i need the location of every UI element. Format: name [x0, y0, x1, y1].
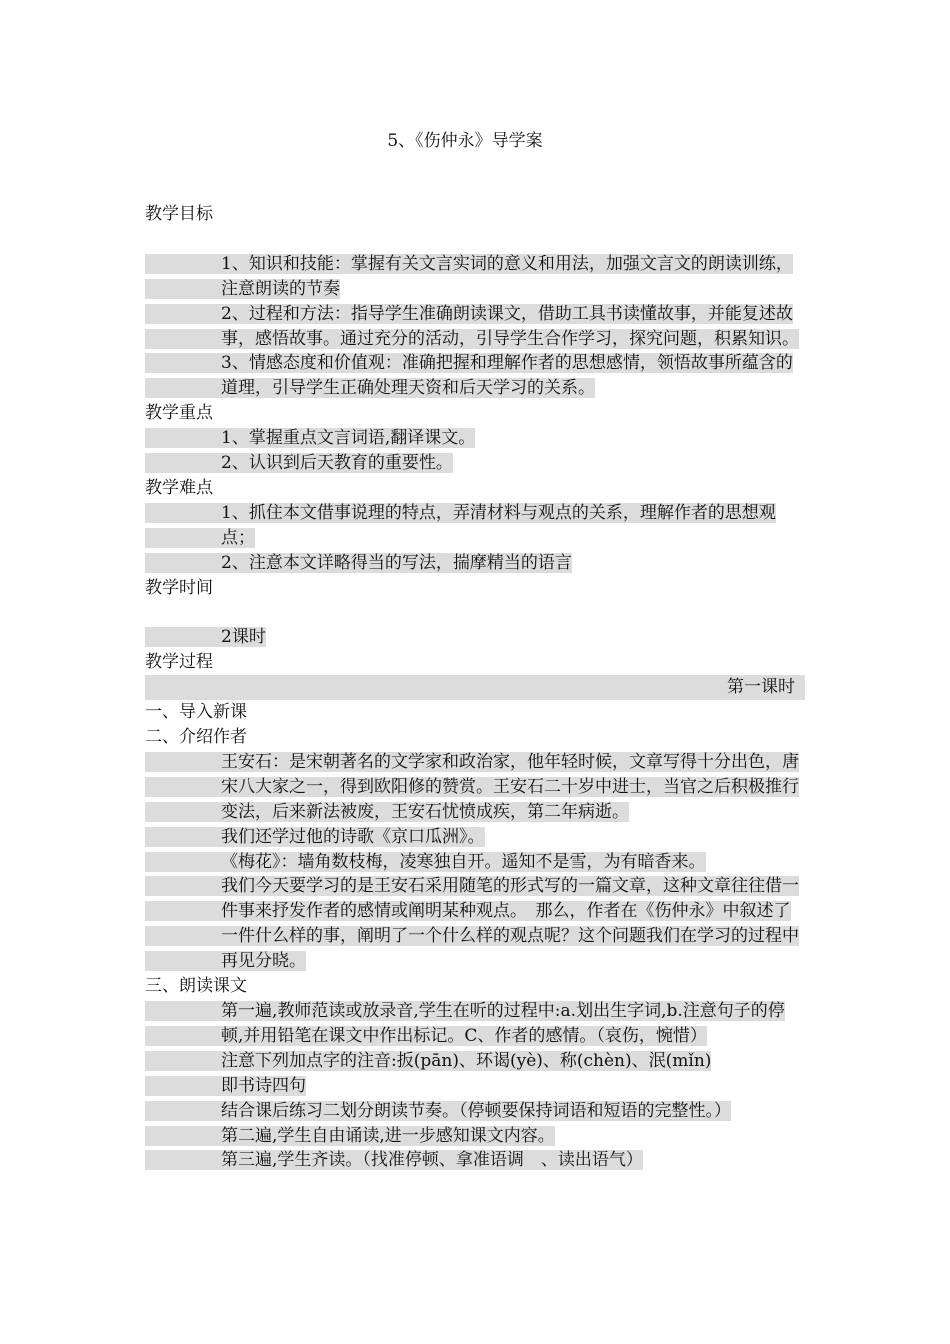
- step-heading: 一、导入新课: [145, 702, 247, 723]
- lesson-label: 第一课时: [145, 675, 805, 700]
- step-heading: 二、介绍作者: [145, 727, 247, 747]
- heading-goals: 教学目标: [145, 204, 213, 224]
- reading-paragraph: 即书诗四句: [145, 1074, 805, 1099]
- heading-process: 教学过程: [145, 652, 213, 673]
- step-heading: 三、朗读课文: [145, 976, 247, 997]
- heading-key-points: 教学重点: [145, 403, 213, 424]
- reading-paragraph: 第二遍,学生自由诵读,进一步感知课文内容。: [145, 1124, 805, 1149]
- goal-item: 1、知识和技能：掌握有关文言实词的意义和用法，加强文言文的朗读训练，注意朗读的节奏: [145, 252, 805, 302]
- reading-paragraph: 结合课后练习二划分朗读节奏。（停顿要保持词语和短语的完整性。）: [145, 1099, 805, 1124]
- key-point-item: 1、掌握重点文言词语,翻译课文。: [145, 426, 805, 451]
- goal-item: 2、过程和方法：指导学生准确朗读课文，借助工具书读懂故事，并能复述故事，感悟故事。通过充分的活动，引导学生合作学习，探究问题，积累知识。: [145, 302, 805, 352]
- goal-item: 3、情感态度和价值观：准确把握和理解作者的思想感情，领悟故事所蕴含的道理，引导学生正确处理天资和后天学习的关系。: [145, 351, 805, 401]
- heading-difficulties: 教学难点: [145, 477, 213, 498]
- reading-paragraph: 第一遍,教师范读或放录音,学生在听的过程中:a.划出生字词,b.注意句子的停顿,并用铅笔在课文中作出标记。C、作者的感情。（哀伤，惋惜）: [145, 999, 805, 1049]
- author-paragraph: 我们今天要学习的是王安石采用随笔的形式写的一篇文章，这种文章往往借一件事来抒发作者的感情或阐明某种观点。 那么，作者在《伤仲永》中叙述了一件什么样的事，阐明了一个什么样的观点呢？这个问题我们在学习的过程中再见分晓。: [145, 874, 805, 974]
- key-point-item: 2、认识到后天教育的重要性。: [145, 451, 805, 476]
- document-title: 5、《伤仲永》导学案: [387, 131, 543, 151]
- author-paragraph: 《梅花》：墙角数枝梅，凌寒独自开。遥知不是雪，为有暗香来。: [145, 850, 805, 875]
- difficulty-item: 2、注意本文详略得当的写法，揣摩精当的语言: [145, 551, 805, 576]
- difficulty-item: 1、抓住本文借事说理的特点，弄清材料与观点的关系，理解作者的思想观点；: [145, 501, 805, 551]
- time-value: 2课时: [145, 625, 805, 650]
- reading-paragraph: 第三遍,学生齐读。（找准停顿、拿准语调 、读出语气）: [145, 1148, 805, 1173]
- author-paragraph: 王安石：是宋朝著名的文学家和政治家，他年轻时候，文章写得十分出色，唐宋八大家之一，得到欧阳修的赞赏。王安石二十岁中进士，当官之后积极推行变法，后来新法被废，王安石忧愤成疾，第二年病逝。: [145, 750, 805, 825]
- heading-time: 教学时间: [145, 577, 213, 598]
- document-body: [145, 202, 805, 1173]
- reading-paragraph: 注意下列加点字的注音:扳(pān)、环谒(yè)、称(chèn)、泯(mǐn): [145, 1049, 805, 1074]
- author-paragraph: 我们还学过他的诗歌《京口瓜洲》。: [145, 825, 805, 850]
